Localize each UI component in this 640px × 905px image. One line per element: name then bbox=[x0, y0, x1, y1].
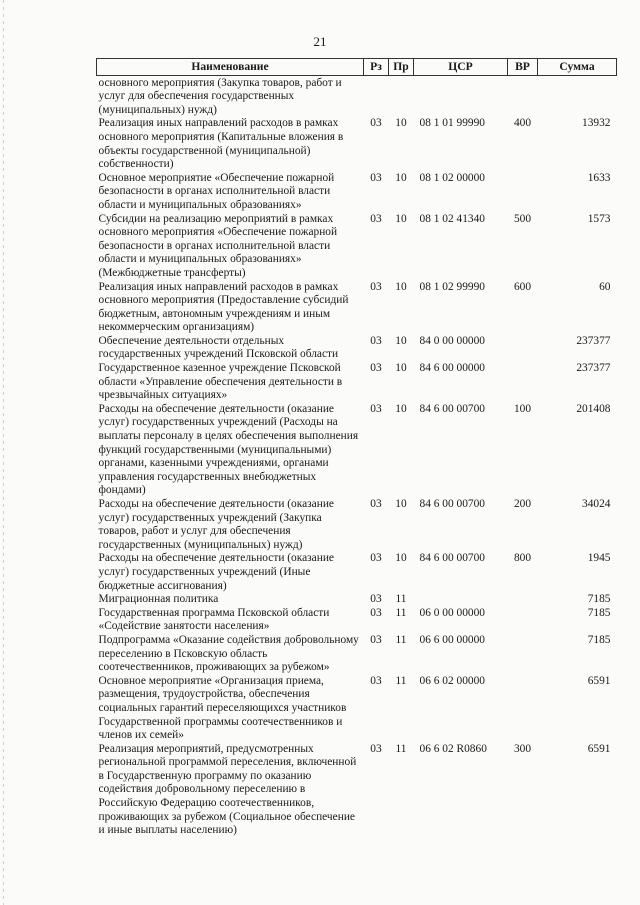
row-sum: 1945 bbox=[587, 552, 611, 565]
header-name: Наименование bbox=[97, 59, 364, 76]
row-name: Расходы на обеспечение деятельности (оказание услуг) государственных учреждений (Расходы на выплаты персоналу в целях обеспечения выполнения функций государственными (муниципальными) органами, казенными учреждениями, органами управления государственных внебюджетных фондами) bbox=[98, 402, 359, 497]
row-csr: 84 6 00 00000 bbox=[419, 362, 485, 375]
row-pr: 11 bbox=[395, 742, 407, 755]
row-rz: 03 bbox=[370, 674, 382, 687]
row-vr: 800 bbox=[513, 552, 532, 565]
row-sum: 237377 bbox=[576, 334, 611, 347]
row-rz: 03 bbox=[370, 552, 382, 565]
table-row bbox=[97, 675, 617, 743]
row-pr: 10 bbox=[395, 498, 407, 510]
row-name: Субсидии на реализацию мероприятий в рамках основного мероприятия «Обеспечение пожарной безопасности в органах исполнительной власти области и муниципальных образованиях» (Межбюджетные трансферты) bbox=[98, 212, 338, 279]
row-rz: 03 bbox=[370, 633, 382, 646]
row-sum: 1573 bbox=[587, 212, 611, 225]
table-row bbox=[97, 743, 617, 838]
row-rz: 03 bbox=[370, 280, 382, 293]
row-rz: 03 bbox=[370, 362, 382, 375]
row-vr bbox=[508, 172, 538, 213]
row-rz: 03 bbox=[370, 334, 382, 347]
row-vr bbox=[508, 593, 538, 607]
row-sum bbox=[538, 75, 617, 117]
table-row bbox=[97, 498, 617, 552]
table-row bbox=[97, 593, 617, 607]
row-sum: 1633 bbox=[587, 171, 611, 184]
row-rz: 03 bbox=[370, 593, 382, 606]
row-rz: 03 bbox=[370, 117, 382, 130]
row-csr: 08 1 01 99990 bbox=[419, 117, 485, 130]
row-csr bbox=[414, 75, 508, 117]
table-row bbox=[97, 172, 617, 213]
row-name: Реализация иных направлений расходов в рамках основного мероприятия (Предоставление субсидий бюджетным, автономным учреждениям и иным некоммерческим организациям) bbox=[98, 280, 349, 334]
row-rz: 03 bbox=[370, 171, 382, 184]
row-vr: 200 bbox=[513, 498, 532, 510]
row-vr bbox=[508, 75, 538, 117]
row-name: Государственная программа Псковской области «Содействие занятости населения» bbox=[98, 606, 330, 633]
row-csr: 84 6 00 00700 bbox=[419, 402, 485, 415]
row-csr: 06 6 02 R0860 bbox=[419, 742, 487, 755]
row-sum: 6591 bbox=[587, 674, 611, 687]
row-rz: 03 bbox=[370, 606, 382, 619]
row-csr: 08 1 02 00000 bbox=[419, 171, 485, 184]
row-csr: 84 0 00 00000 bbox=[419, 334, 485, 347]
row-csr: 06 6 02 00000 bbox=[419, 674, 485, 687]
row-pr: 10 bbox=[395, 171, 407, 184]
table-row bbox=[97, 117, 617, 171]
row-vr bbox=[508, 362, 538, 403]
row-rz bbox=[364, 75, 389, 117]
table-row bbox=[97, 281, 617, 335]
row-csr bbox=[414, 593, 508, 607]
row-csr: 08 1 02 41340 bbox=[419, 212, 485, 225]
table-row bbox=[97, 213, 617, 281]
row-sum: 237377 bbox=[576, 362, 611, 375]
budget-table bbox=[96, 58, 617, 838]
row-vr bbox=[508, 607, 538, 634]
header-csr: ЦСР bbox=[414, 59, 508, 76]
row-name: Обеспечение деятельности отдельных государственных учреждений Псковской области bbox=[98, 334, 339, 361]
table-row bbox=[97, 634, 617, 675]
row-csr: 06 0 00 00000 bbox=[419, 606, 485, 619]
row-pr: 11 bbox=[395, 593, 407, 606]
row-vr: 400 bbox=[513, 117, 532, 130]
row-csr: 84 6 00 00700 bbox=[419, 498, 485, 510]
row-pr: 10 bbox=[395, 212, 407, 225]
row-sum: 13932 bbox=[582, 117, 611, 130]
row-pr: 10 bbox=[395, 334, 407, 347]
row-vr: 500 bbox=[513, 212, 532, 225]
row-sum: 60 bbox=[599, 280, 611, 293]
row-pr: 11 bbox=[395, 674, 407, 687]
row-name: Основное мероприятие «Обеспечение пожарной безопасности в органах исполнительной власти области и муниципальных образованиях» bbox=[98, 171, 335, 211]
table-row bbox=[97, 362, 617, 403]
row-pr: 11 bbox=[395, 606, 407, 619]
table-row bbox=[97, 75, 617, 117]
table-header bbox=[97, 59, 617, 76]
header-rz: Рз bbox=[364, 59, 389, 76]
row-vr bbox=[508, 675, 538, 743]
row-rz: 03 bbox=[370, 498, 382, 510]
table-row bbox=[97, 335, 617, 362]
row-rz: 03 bbox=[370, 742, 382, 755]
row-pr: 10 bbox=[395, 117, 407, 130]
table-row bbox=[97, 552, 617, 593]
page-number: 21 bbox=[313, 34, 327, 49]
row-csr: 08 1 02 99990 bbox=[419, 280, 485, 293]
row-pr: 11 bbox=[395, 633, 407, 646]
row-name: Реализация иных направлений расходов в рамках основного мероприятия (Капитальные вложения в объекты государственной (муниципальной) собственности) bbox=[98, 117, 344, 171]
row-pr: 10 bbox=[395, 402, 407, 415]
row-sum: 7185 bbox=[587, 593, 611, 606]
row-pr: 10 bbox=[395, 280, 407, 293]
row-csr: 84 6 00 00700 bbox=[419, 552, 485, 565]
row-name: основного мероприятия (Закупка товаров, работ и услуг для обеспечения государственных (муниципальных) нужд) bbox=[98, 76, 342, 116]
row-csr: 06 6 00 00000 bbox=[419, 633, 485, 646]
row-sum: 201408 bbox=[576, 402, 611, 415]
row-sum: 7185 bbox=[587, 633, 611, 646]
row-sum: 34024 bbox=[582, 498, 611, 510]
scan-edge-artifact bbox=[3, 0, 4, 905]
row-rz: 03 bbox=[370, 212, 382, 225]
table-body bbox=[97, 75, 617, 838]
row-vr: 100 bbox=[513, 402, 532, 415]
header-pr: Пр bbox=[389, 59, 414, 76]
header-sum: Сумма bbox=[538, 59, 617, 76]
row-pr: 10 bbox=[395, 362, 407, 375]
row-vr bbox=[508, 335, 538, 362]
row-name: Миграционная политика bbox=[98, 593, 219, 606]
row-sum: 6591 bbox=[587, 742, 611, 755]
row-sum: 7185 bbox=[587, 606, 611, 619]
row-rz: 03 bbox=[370, 402, 382, 415]
row-name: Государственное казенное учреждение Псковской области «Управление обеспечения деятельности в чрезвычайных ситуациях» bbox=[98, 362, 343, 402]
row-name: Основное мероприятие «Организация приема, размещения, трудоустройства, обеспечения социальных гарантий переселяющихся участников Государственной программы соотечественников и членов их семей» bbox=[98, 674, 347, 742]
header-row bbox=[97, 59, 617, 76]
row-pr bbox=[389, 75, 414, 117]
row-pr: 10 bbox=[395, 552, 407, 565]
row-name: Расходы на обеспечение деятельности (оказание услуг) государственных учреждений (Закупка товаров, работ и услуг для обеспечения государственных (муниципальных) нужд) bbox=[98, 498, 334, 551]
header-vr: ВР bbox=[508, 59, 538, 76]
row-vr: 300 bbox=[513, 742, 532, 755]
row-name: Расходы на обеспечение деятельности (оказание услуг) государственных учреждений (Иные бюджетные ассигнования) bbox=[98, 552, 334, 592]
row-name: Подпрограмма «Оказание содействия добровольному переселению в Псковскую область соотечественников, проживающих за рубежом» bbox=[98, 633, 359, 674]
row-name: Реализация мероприятий, предусмотренных региональной программой переселения, включенной в Государственную программу по оказанию содействия добровольному переселению в Российскую Федерацию соотечественников, проживающих за рубежом (Социальное обеспечение и иные выплаты населению) bbox=[98, 742, 357, 837]
row-vr bbox=[508, 634, 538, 675]
table-row bbox=[97, 403, 617, 498]
row-vr: 600 bbox=[513, 280, 532, 293]
table-row bbox=[97, 607, 617, 634]
